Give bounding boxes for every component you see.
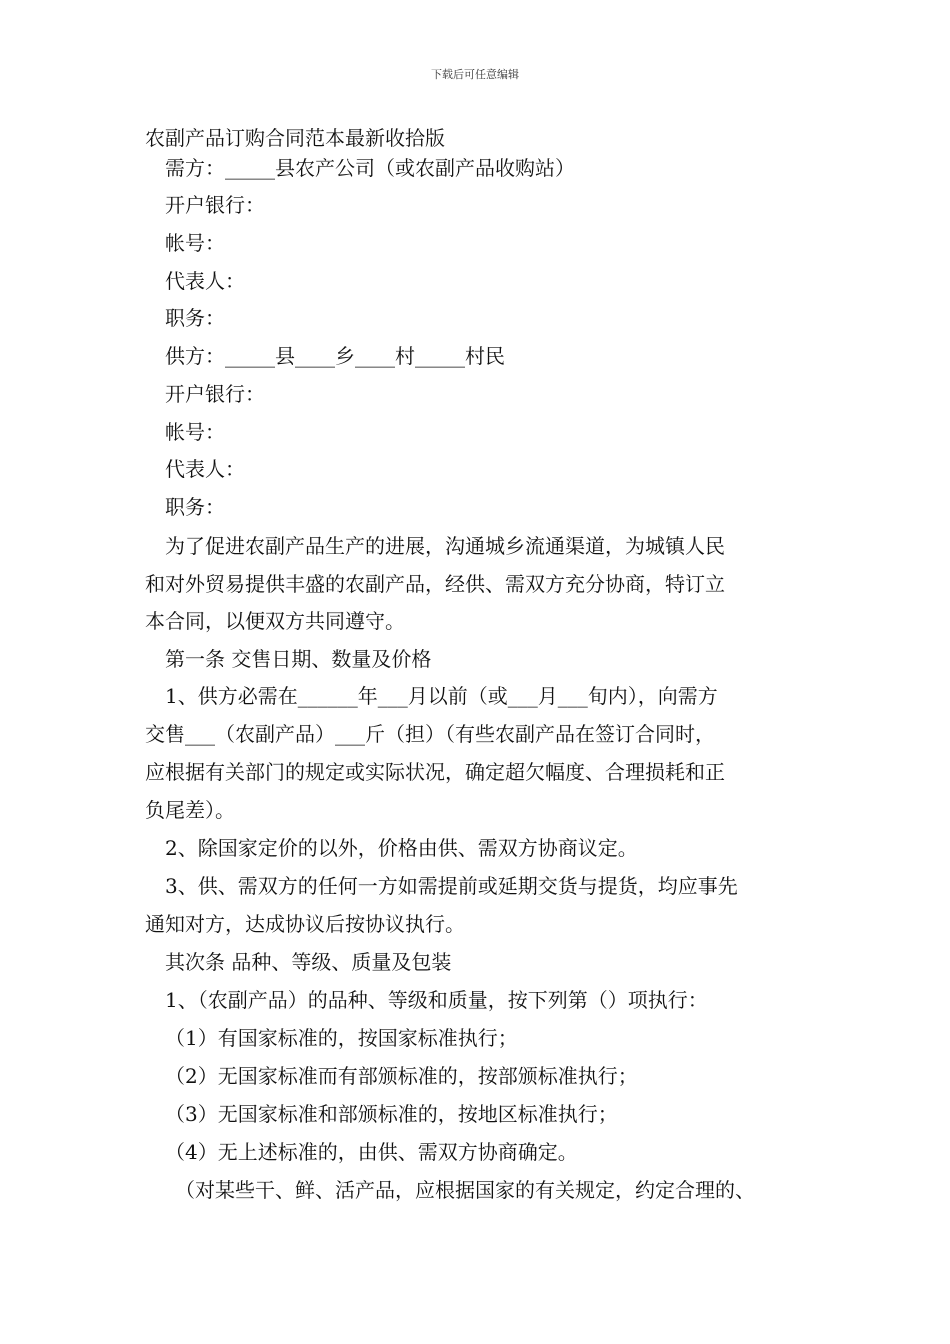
article-1-clause: 通知对方，达成协议后按协议执行。: [145, 912, 465, 936]
article-1-heading: 第一条 交售日期、数量及价格: [165, 647, 432, 671]
document-title: 农副产品订购合同范本最新收拾版: [145, 126, 445, 150]
line-buyer-bank: 开户银行：: [165, 193, 265, 217]
paragraph-preamble: 为了促进农副产品生产的进展，沟通城乡流通渠道，为城镇人民: [165, 534, 725, 558]
article-2-item: （1）有国家标准的，按国家标准执行；: [165, 1026, 518, 1050]
paragraph-preamble: 本合同，以便双方共同遵守。: [145, 609, 405, 633]
line-seller-bank: 开户银行：: [165, 382, 265, 406]
line-seller-account: 帐号：: [165, 420, 225, 444]
line-buyer: 需方：_____县农产公司（或农副产品收购站）: [165, 156, 575, 180]
article-2-item: （4）无上述标准的，由供、需双方协商确定。: [165, 1140, 578, 1164]
article-2-item: （3）无国家标准和部颁标准的，按地区标准执行；: [165, 1102, 618, 1126]
article-1-clause: 1、供方必需在______年___月以前（或___月___旬内），向需方: [165, 684, 718, 708]
article-2-clause: 1、（农副产品）的品种、等级和质量，按下列第（）项执行：: [165, 988, 708, 1012]
line-buyer-representative: 代表人：: [165, 269, 245, 293]
line-buyer-account: 帐号：: [165, 231, 225, 255]
line-seller: 供方：_____县____乡____村_____村民: [165, 344, 505, 368]
article-1-clause: 应根据有关部门的规定或实际状况，确定超欠幅度、合理损耗和正: [145, 760, 725, 784]
page-header: 下载后可任意编辑: [431, 68, 519, 81]
paragraph-preamble: 和对外贸易提供丰盛的农副产品，经供、需双方充分协商，特订立: [145, 572, 725, 596]
line-seller-position: 职务：: [165, 495, 225, 519]
article-2-item: （2）无国家标准而有部颁标准的，按部颁标准执行；: [165, 1064, 638, 1088]
article-2-note: （对某些干、鲜、活产品，应根据国家的有关规定，约定合理的、: [175, 1178, 755, 1202]
line-buyer-position: 职务：: [165, 306, 225, 330]
article-1-clause: 2、除国家定价的以外，价格由供、需双方协商议定。: [165, 836, 638, 860]
line-seller-representative: 代表人：: [165, 457, 245, 481]
article-2-heading: 其次条 品种、等级、质量及包装: [165, 950, 452, 974]
article-1-clause: 交售___（农副产品）___斤（担）（有些农副产品在签订合同时，: [145, 722, 715, 746]
article-1-clause: 负尾差）。: [145, 798, 235, 822]
article-1-clause: 3、供、需双方的任何一方如需提前或延期交货与提货，均应事先: [165, 874, 738, 898]
